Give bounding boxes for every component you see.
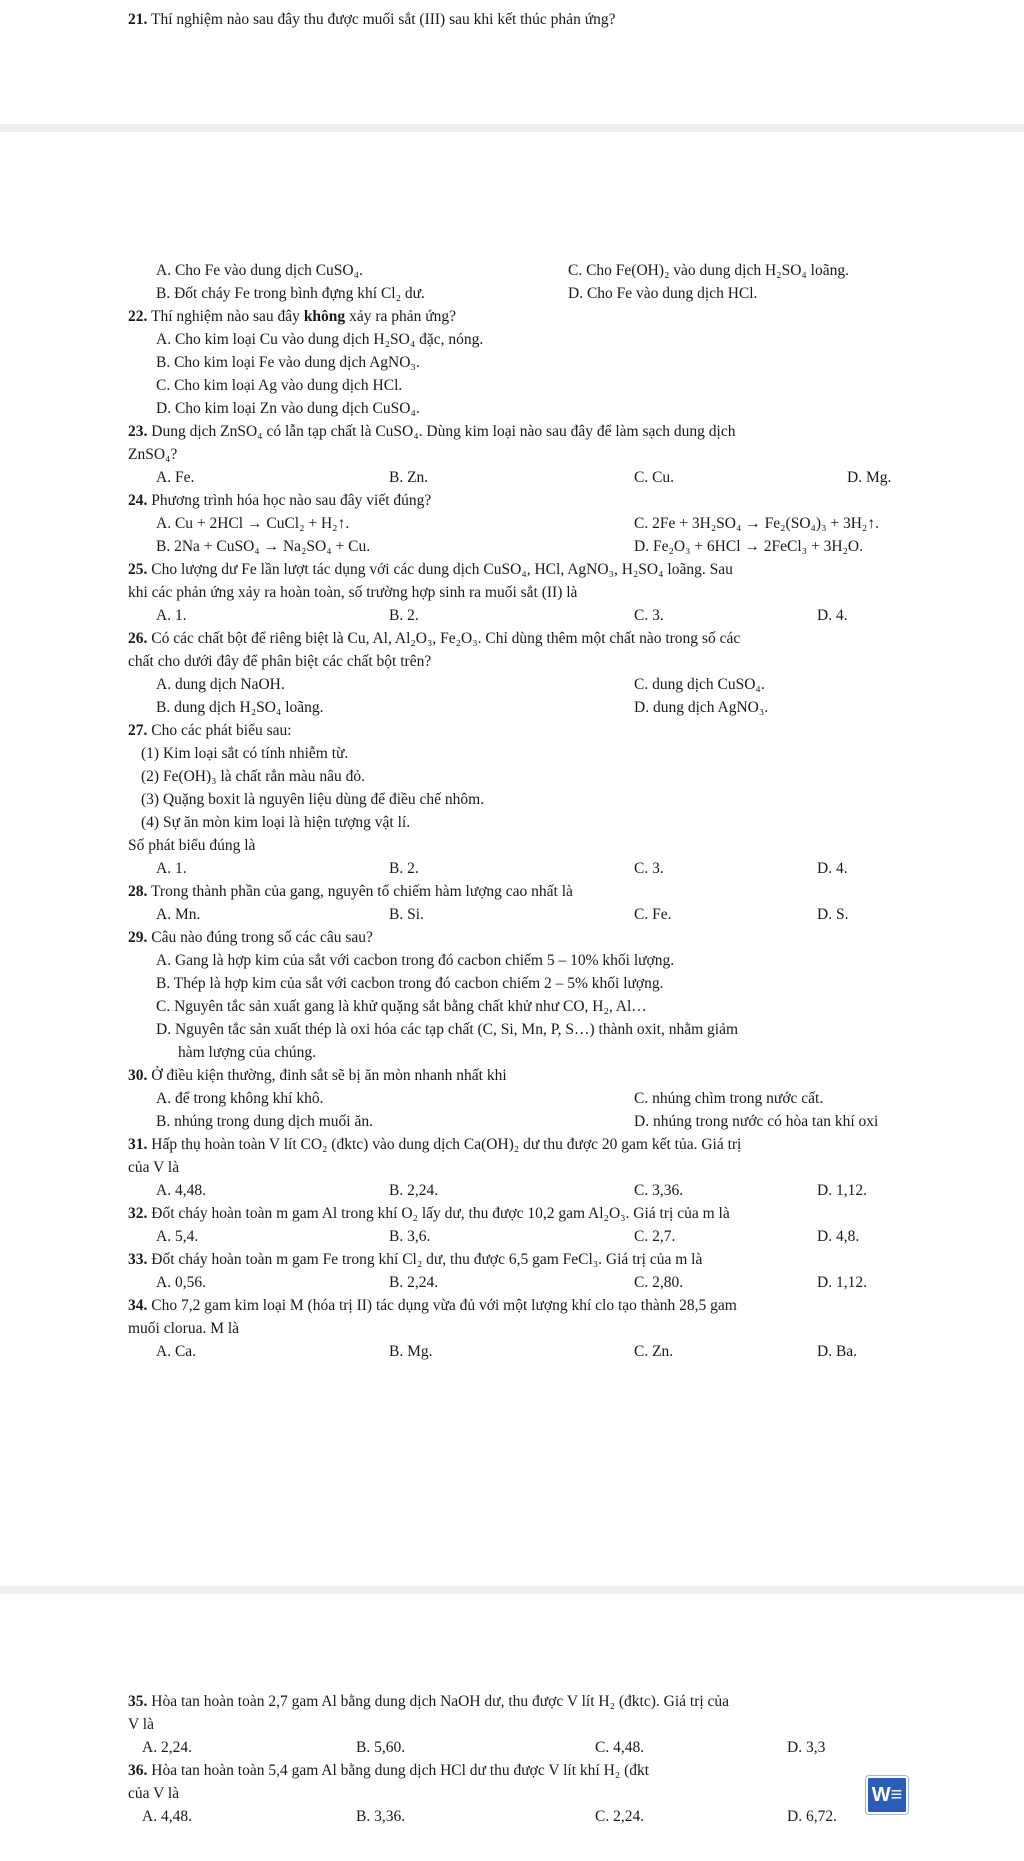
option-24-c: C. 2Fe + 3H₂SO₄ → Fe₂(SO₄)₃ + 3H₂↑.: [634, 515, 879, 532]
option-26-a: A. dung dịch NaOH.: [156, 676, 285, 693]
option-29-a: A. Gang là hợp kim của sắt với cacbon trong đó cacbon chiếm 5 – 10% khối lượng.: [156, 952, 675, 969]
page-separator: [0, 1586, 1024, 1594]
question-21-header: [0, 8, 1024, 31]
option-24-a: A. Cu + 2HCl → CuCl₂ + H₂↑.: [156, 515, 350, 532]
question-number: 21.: [128, 11, 148, 28]
question-34: 34. Cho 7,2 gam kim loại M (hóa trị II) tác dụng vừa đủ với một lượng khí clo tạo thành 28,5 gam: [128, 1297, 737, 1314]
options-34: A. Ca. B. Mg. C. Zn. D. Ba.: [156, 1343, 858, 1360]
options-25: A. 1. B. 2. C. 3. D. 4.: [156, 607, 848, 624]
statement-1: (1) Kim loại sắt có tính nhiễm từ.: [141, 745, 349, 762]
option-29-d: D. Nguyên tắc sản xuất thép là oxi hóa các tạp chất (C, Si, Mn, P, S…) thành oxit, nhằm giảm: [156, 1021, 738, 1038]
option-21-c: C. Cho Fe(OH)₂ vào dung dịch H₂SO₄ loãng.: [568, 262, 849, 279]
question-24: 24. Phương trình hóa học nào sau đây viết đúng?: [128, 492, 432, 509]
options-23: A. Fe. B. Zn. C. Cu. D. Mg.: [156, 469, 892, 486]
question-35: 35. Hòa tan hoàn toàn 2,7 gam Al bằng dung dịch NaOH dư, thu được V lít H₂ (đktc). Giá trị của: [128, 1693, 730, 1710]
statement-count: Số phát biểu đúng là: [128, 837, 256, 854]
question-33: 33. Đốt cháy hoàn toàn m gam Fe trong khí Cl₂ dư, thu được 6,5 gam FeCl₃. Giá trị của m là: [128, 1251, 703, 1268]
option-22-a: A. Cho kim loại Cu vào dung dịch H₂SO₄ đặc, nóng.: [156, 331, 484, 348]
option-26-d: D. dung dịch AgNO₃.: [634, 699, 769, 716]
options-28: A. Mn. B. Si. C. Fe. D. S.: [156, 906, 849, 923]
option-29-b: B. Thép là hợp kim của sắt với cacbon trong đó cacbon chiếm 2 – 5% khối lượng.: [156, 975, 664, 992]
question-25: 25. Cho lượng dư Fe lần lượt tác dụng với các dung dịch CuSO₄, HCl, AgNO₃, H₂SO₄ loãng. Sau: [128, 561, 733, 578]
option-22-d: D. Cho kim loại Zn vào dung dịch CuSO₄.: [156, 400, 420, 417]
question-block-21-34: A. Cho Fe vào dung dịch CuSO₄. C. Cho Fe(OH)₂ vào dung dịch H₂SO₄ loãng. B. Đốt cháy Fe trong bình đựng khí Cl₂ dư. D. Cho Fe vào dung dịch HCl. 22. Thí nghiệm nào sau đây không xảy ra phản ứng? A. Cho kim loại Cu vào dung dịch H₂SO₄ đặc, nóng. B. Cho kim loại Fe vào dung dịch AgNO₃. C. Cho kim loại Ag vào dung dịch HCl. D. Cho kim loại Zn vào dung dịch CuSO₄. 23. Dung dịch ZnSO₄ có lẫn tạp chất là CuSO₄. Dùng kim loại nào sau đây để làm sạch dung dịch ZnSO₄? A. Fe. B. Zn. C. Cu. D. Mg. 24. Phương trình hóa học nào sau đây viết đúng? A. Cu + 2HCl → CuCl₂ + H₂↑. C. 2Fe + 3H₂SO₄ → Fe₂(SO₄)₃ + 3H₂↑. B. 2Na + CuSO₄ → Na₂SO₄ + Cu. D. Fe₂O₃ + 6HCl → 2FeCl₃ + 3H₂O. 25. Cho lượng dư Fe lần lượt tác dụng với các dung dịch CuSO₄, HCl, AgNO₃, H₂SO₄ loãng. Sau khi các phản ứng xảy ra hoàn toàn, số trường hợp sinh ra muối sắt (II) là A. 1. B. 2. C. 3. D. 4. 26. Có các chất bột để riêng biệt là Cu, Al, Al₂O₃, Fe₂O₃. Chỉ dùng thêm một chất nào trong số các chất cho dưới đây để phân biệt các chất bột trên? A. dung dịch NaOH. C. dung dịch CuSO₄. B. dung dịch H₂SO₄ loãng. D. dung dịch AgNO₃. 27. Cho các phát biểu sau: (1) Kim loại sắt có tính nhiễm từ. (2) Fe(OH)₃ là chất rắn màu nâu đỏ. (3) Quặng boxit là nguyên liệu dùng để điều chế nhôm. (4) Sự ăn mòn kim loại là hiện tượng vật lí. Số phát biểu đúng là A. 1. B. 2. C. 3. D. 4. 28. Trong thành phần của gang, nguyên tố chiếm hàm lượng cao nhất là A. Mn. B. Si. C. Fe. D. S. 29. Câu nào đúng trong số các câu sau? A. Gang là hợp kim của sắt với cacbon trong đó cacbon chiếm 5 – 10% khối lượng. B. Thép là hợp kim của sắt với cacbon trong đó cacbon chiếm 2 – 5% khối lượng. C. Nguyên tắc sản xuất gang là khử quặng sắt bằng chất khử như CO, H₂, Al… D. Nguyên tắc sản xuất thép là oxi hóa các tạp chất (C, Si, Mn, P, S…) thành oxit, nhằm giảm hàm lượng của chúng. 30. Ở điều kiện thường, đinh sắt sẽ bị ăn mòn nhanh nhất khi A. để trong không khí khô. C. nhúng chìm trong nước cất. B. nhúng trong dung dịch muối ăn. D. nhúng trong nước có hòa tan khí oxi 31. Hấp thụ hoàn toàn V lít CO₂ (đktc) vào dung dịch Ca(OH)₂ dư thu được 20 gam kết tủa. Giá trị của V là A. 4,48. B. 2,24. C. 3,36. D. 1,12. 32. Đốt cháy hoàn toàn m gam Al trong khí O₂ lấy dư, thu được 10,2 gam Al₂O₃. Giá trị của m là A. 5,4. B. 3,6. C. 2,7. D. 4,8. 33. Đốt cháy hoàn toàn m gam Fe trong khí Cl₂ dư, thu được 6,5 gam FeCl₃. Giá trị của m là A. 0,56. B. 2,24. C. 2,80. D. 1,12. 34. Cho 7,2 gam kim loại M (hóa trị II) tác dụng vừa đủ với một lượng khí clo tạo thành 28,5 gam muối clorua. M là A. Ca. B. Mg. C. Zn. D. Ba.: [0, 259, 1024, 1363]
question-36: 36. Hòa tan hoàn toàn 5,4 gam Al bằng dung dịch HCl dư thu được V lít khí H₂ (đkt: [128, 1762, 650, 1779]
options-27: A. 1. B. 2. C. 3. D. 4.: [156, 860, 848, 877]
question-22: 22. Thí nghiệm nào sau đây không xảy ra phản ứng?: [128, 308, 457, 325]
option-30-b: B. nhúng trong dung dịch muối ăn.: [156, 1113, 373, 1130]
options-31: A. 4,48. B. 2,24. C. 3,36. D. 1,12.: [156, 1182, 867, 1199]
option-22-b: B. Cho kim loại Fe vào dung dịch AgNO₃.: [156, 354, 420, 371]
question-29: 29. Câu nào đúng trong số các câu sau?: [128, 929, 373, 946]
question-text: Thí nghiệm nào sau đây thu được muối sắt (III) sau khi kết thúc phản ứng?: [150, 11, 616, 28]
statement-3: (3) Quặng boxit là nguyên liệu dùng để điều chế nhôm.: [141, 791, 485, 808]
options-33: A. 0,56. B. 2,24. C. 2,80. D. 1,12.: [156, 1274, 867, 1291]
options-35: A. 2,24. B. 5,60. C. 4,48. D. 3,3: [142, 1739, 826, 1756]
question-27: 27. Cho các phát biểu sau:: [128, 722, 292, 739]
option-21-a: A. Cho Fe vào dung dịch CuSO₄.: [156, 262, 363, 279]
question-23: 23. Dung dịch ZnSO₄ có lẫn tạp chất là CuSO₄. Dùng kim loại nào sau đây để làm sạch dung dịch: [128, 423, 736, 440]
option-24-d: D. Fe₂O₃ + 6HCl → 2FeCl₃ + 3H₂O.: [634, 538, 863, 555]
statement-4: (4) Sự ăn mòn kim loại là hiện tượng vật lí.: [141, 814, 411, 831]
statement-2: (2) Fe(OH)₃ là chất rắn màu nâu đỏ.: [141, 768, 366, 785]
option-26-c: C. dung dịch CuSO₄.: [634, 676, 765, 693]
option-21-b: B. Đốt cháy Fe trong bình đựng khí Cl₂ dư.: [156, 285, 425, 302]
question-26: 26. Có các chất bột để riêng biệt là Cu, Al, Al₂O₃, Fe₂O₃. Chỉ dùng thêm một chất nào trong số các: [128, 630, 741, 647]
option-21-d: D. Cho Fe vào dung dịch HCl.: [568, 285, 758, 302]
question-31: 31. Hấp thụ hoàn toàn V lít CO₂ (đktc) vào dung dịch Ca(OH)₂ dư thu được 20 gam kết tủa. Giá trị: [128, 1136, 742, 1153]
option-26-b: B. dung dịch H₂SO₄ loãng.: [156, 699, 324, 716]
word-document-icon[interactable]: W≡: [866, 1776, 908, 1814]
option-29-c: C. Nguyên tắc sản xuất gang là khử quặng sắt bằng chất khử như CO, H₂, Al…: [156, 998, 647, 1015]
option-30-c: C. nhúng chìm trong nước cất.: [634, 1090, 824, 1107]
question-30: 30. Ở điều kiện thường, đinh sắt sẽ bị ăn mòn nhanh nhất khi: [128, 1067, 507, 1084]
question-32: 32. Đốt cháy hoàn toàn m gam Al trong khí O₂ lấy dư, thu được 10,2 gam Al₂O₃. Giá trị của m là: [128, 1205, 730, 1222]
question-block-35-36: 35. Hòa tan hoàn toàn 2,7 gam Al bằng dung dịch NaOH dư, thu được V lít H₂ (đktc). Giá trị của V là A. 2,24. B. 5,60. C. 4,48. D. 3,3 36. Hòa tan hoàn toàn 5,4 gam Al bằng dung dịch HCl dư thu được V lít khí H₂ (đkt của V là A. 4,48. B. 3,36. C. 2,24. D. 6,72.: [0, 1690, 1024, 1828]
page-separator: [0, 124, 1024, 132]
option-30-d: D. nhúng trong nước có hòa tan khí oxi: [634, 1113, 879, 1130]
options-36: A. 4,48. B. 3,36. C. 2,24. D. 6,72.: [142, 1808, 837, 1825]
question-28: 28. Trong thành phần của gang, nguyên tố chiếm hàm lượng cao nhất là: [128, 883, 573, 900]
options-32: A. 5,4. B. 3,6. C. 2,7. D. 4,8.: [156, 1228, 860, 1245]
option-24-b: B. 2Na + CuSO₄ → Na₂SO₄ + Cu.: [156, 538, 371, 555]
option-30-a: A. để trong không khí khô.: [156, 1090, 324, 1107]
option-22-c: C. Cho kim loại Ag vào dung dịch HCl.: [156, 377, 403, 394]
